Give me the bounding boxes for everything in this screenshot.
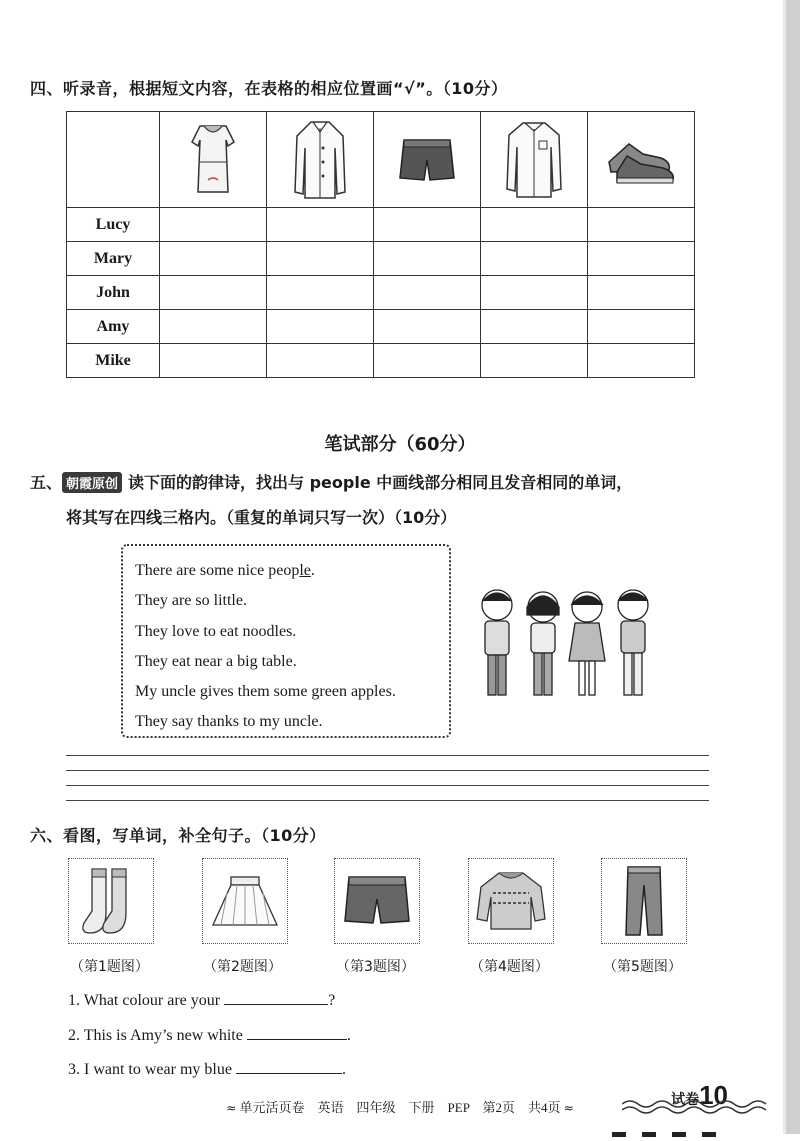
question-end: . <box>341 1061 346 1078</box>
writing-line <box>66 755 709 770</box>
poem-line: They love to eat noodles. <box>135 622 297 640</box>
question-text: 1. What colour are your <box>68 992 221 1009</box>
question-end: ? <box>328 992 336 1009</box>
poem-box <box>121 544 451 738</box>
answer-cell[interactable] <box>267 344 374 378</box>
picture-caption-1: （第1题图） <box>70 959 149 975</box>
shorts-icon <box>392 130 462 190</box>
decorative-wave-icon <box>622 1098 772 1116</box>
table-row <box>67 310 695 344</box>
answer-cell[interactable] <box>267 208 374 242</box>
corner-mark <box>612 1132 626 1137</box>
section5-heading <box>30 470 632 493</box>
sneakers-icon <box>603 132 679 188</box>
poem-line: They eat near a big table. <box>135 652 297 670</box>
name-cell: John <box>67 276 160 310</box>
picture-caption-3: （第3题图） <box>336 959 415 975</box>
table-corner-cell <box>67 112 160 208</box>
question-end: . <box>346 1027 351 1044</box>
question-2 <box>68 1025 351 1045</box>
picture-caption-5: （第5题图） <box>603 959 682 975</box>
answer-cell[interactable] <box>374 310 481 344</box>
picture-box-5 <box>601 858 687 944</box>
answer-cell[interactable] <box>374 242 481 276</box>
question-3 <box>68 1059 346 1079</box>
shorts-cell <box>374 112 481 208</box>
shirt-icon <box>499 119 569 201</box>
answer-cell[interactable] <box>588 276 695 310</box>
wave-mark: ≈ <box>563 1101 574 1115</box>
answer-cell[interactable] <box>160 276 267 310</box>
paper-number-value: 10 <box>699 1080 728 1110</box>
wave-mark: ≈ <box>226 1101 237 1115</box>
answer-cell[interactable] <box>588 208 695 242</box>
picture-box-1 <box>68 858 154 944</box>
table-header-row <box>67 112 695 208</box>
section6-heading: 六、看图，写单词，补全句子。（10分） <box>30 826 326 845</box>
name-cell: Mary <box>67 242 160 276</box>
answer-cell[interactable] <box>267 242 374 276</box>
footer-text: 单元活页卷 英语 四年级 下册 PEP 第2页 共4页 <box>239 1100 561 1115</box>
table-row <box>67 344 695 378</box>
listening-table <box>66 111 695 378</box>
page-corner-marks <box>612 1122 732 1141</box>
corner-mark <box>672 1132 686 1137</box>
section4-heading: 四、听录音，根据短文内容，在表格的相应位置画“√”。（10分） <box>30 79 508 98</box>
skirt-icon <box>207 863 283 939</box>
answer-cell[interactable] <box>374 208 481 242</box>
poem-text: There are some nice peop <box>135 562 300 579</box>
section5-instruction: 读下面的韵律诗，找出与 people 中画线部分相同且发音相同的单词， <box>128 473 633 492</box>
answer-cell[interactable] <box>588 344 695 378</box>
picture-box-4 <box>468 858 554 944</box>
answer-cell[interactable] <box>160 344 267 378</box>
socks-icon <box>76 863 146 939</box>
answer-cell[interactable] <box>481 242 588 276</box>
pants-icon <box>606 863 682 939</box>
coat-cell <box>267 112 374 208</box>
name-cell: Lucy <box>67 208 160 242</box>
answer-cell[interactable] <box>374 276 481 310</box>
original-badge: 朝霞原创 <box>62 472 122 493</box>
answer-cell[interactable] <box>481 208 588 242</box>
question-text: 3. I want to wear my blue <box>68 1061 232 1078</box>
poem-line: They say thanks to my uncle. <box>135 713 323 731</box>
table-row <box>67 276 695 310</box>
shorts-icon <box>339 863 415 939</box>
picture-box-2 <box>202 858 288 944</box>
poem-line: My uncle gives them some green apples. <box>135 683 396 701</box>
answer-cell[interactable] <box>588 242 695 276</box>
writing-line <box>66 785 709 800</box>
page-edge <box>786 0 800 1134</box>
answer-cell[interactable] <box>481 276 588 310</box>
answer-cell[interactable] <box>481 344 588 378</box>
corner-mark <box>702 1132 716 1137</box>
name-cell: Mike <box>67 344 160 378</box>
question-1 <box>68 990 335 1010</box>
picture-box-3 <box>334 858 420 944</box>
writing-line <box>66 770 709 785</box>
answer-cell[interactable] <box>160 242 267 276</box>
answer-cell[interactable] <box>267 276 374 310</box>
poem-line <box>135 556 449 586</box>
answer-cell[interactable] <box>374 344 481 378</box>
answer-cell[interactable] <box>160 208 267 242</box>
answer-cell[interactable] <box>481 310 588 344</box>
shirt-cell <box>481 112 588 208</box>
dress-icon <box>178 120 248 200</box>
name-cell: Amy <box>67 310 160 344</box>
poem-text: . <box>310 562 315 579</box>
children-illustration <box>475 585 665 703</box>
sweater-icon <box>473 863 549 939</box>
poem-line: They are so little. <box>135 592 247 610</box>
answer-cell[interactable] <box>267 310 374 344</box>
table-row <box>67 208 695 242</box>
picture-caption-2: （第2题图） <box>203 959 282 975</box>
underlined-letters: le <box>299 562 311 579</box>
answer-blank[interactable] <box>236 1059 342 1074</box>
writing-line <box>66 800 709 815</box>
section5-number: 五、 <box>30 473 63 492</box>
written-part-title: 笔试部分（60分） <box>324 434 476 455</box>
picture-caption-4: （第4题图） <box>470 959 549 975</box>
answer-cell[interactable] <box>160 310 267 344</box>
paper-label: 试卷 <box>671 1092 700 1108</box>
answer-blank[interactable] <box>224 990 328 1005</box>
four-line-writing-area[interactable] <box>66 755 709 815</box>
table-row <box>67 242 695 276</box>
dress-cell <box>160 112 267 208</box>
sneakers-cell <box>588 112 695 208</box>
answer-cell[interactable] <box>588 310 695 344</box>
answer-blank[interactable] <box>247 1025 347 1040</box>
corner-mark <box>642 1132 656 1137</box>
coat-icon <box>285 118 355 202</box>
section5-heading-line2: 将其写在四线三格内。（重复的单词只写一次）（10分） <box>66 508 457 527</box>
page-edge-shadow <box>783 0 786 1134</box>
question-text: 2. This is Amy’s new white <box>68 1027 243 1044</box>
